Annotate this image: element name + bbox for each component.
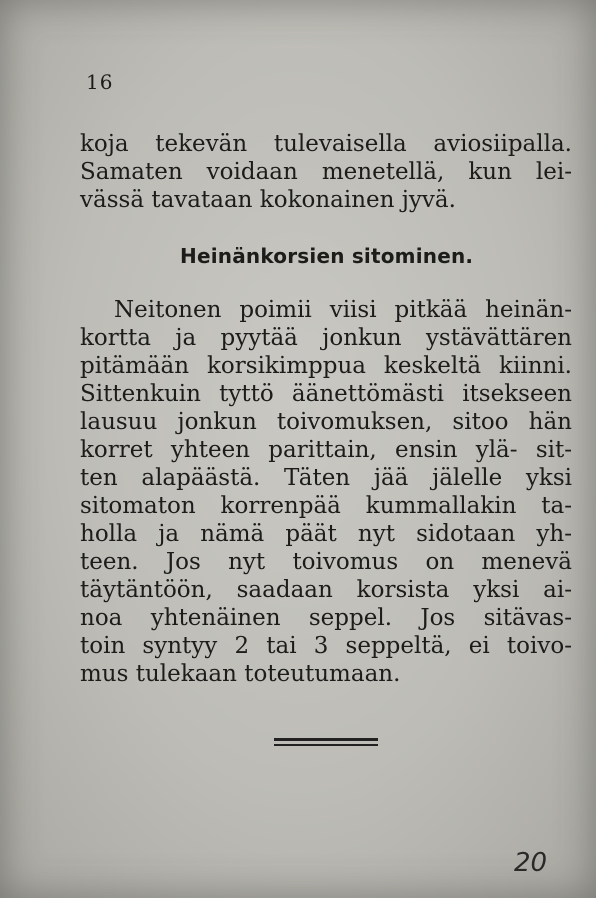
handwritten-page-mark: 20 bbox=[514, 848, 548, 878]
text-line: koja tekevän tulevaisella aviosiipalla. bbox=[80, 131, 572, 157]
text-line: Samaten voidaan menetellä, kun lei- bbox=[80, 159, 572, 185]
text-line: lausuu jonkun toivomuksen, sitoo hän bbox=[80, 409, 572, 435]
text-line: toin syntyy 2 tai 3 seppeltä, ei toivo- bbox=[80, 633, 572, 659]
text-line: mus tulekaan toteutumaan. bbox=[80, 661, 401, 687]
text-line: noa yhtenäinen seppel. Jos sitävas- bbox=[80, 605, 572, 631]
end-rule-bottom bbox=[274, 744, 378, 746]
text-line: pitämään korsikimppua keskeltä kiinni. bbox=[80, 353, 572, 379]
text-line: korret yhteen parittain, ensin ylä- sit- bbox=[80, 437, 572, 463]
text-line: kortta ja pyytää jonkun ystävättären bbox=[80, 325, 572, 351]
page-number: 16 bbox=[86, 70, 114, 94]
end-rule-top bbox=[274, 738, 378, 741]
body-paragraph bbox=[80, 296, 572, 688]
section-heading: Heinänkorsien sitominen. bbox=[180, 244, 474, 268]
text-line: ten alapäästä. Täten jää jälelle yksi bbox=[80, 465, 572, 491]
text-line: täytäntöön, saadaan korsista yksi ai- bbox=[80, 577, 572, 603]
text-line: teen. Jos nyt toivomus on menevä bbox=[80, 549, 572, 575]
text-line: sitomaton korrenpää kummallakin ta- bbox=[80, 493, 572, 519]
text-line: vässä tavataan kokonainen jyvä. bbox=[80, 187, 456, 213]
text-line: Neitonen poimii viisi pitkää heinän- bbox=[114, 297, 572, 323]
text-line: Sittenkuin tyttö äänettömästi itsekseen bbox=[80, 381, 572, 407]
opening-paragraph bbox=[80, 130, 572, 214]
text-line: holla ja nämä päät nyt sidotaan yh- bbox=[80, 521, 572, 547]
